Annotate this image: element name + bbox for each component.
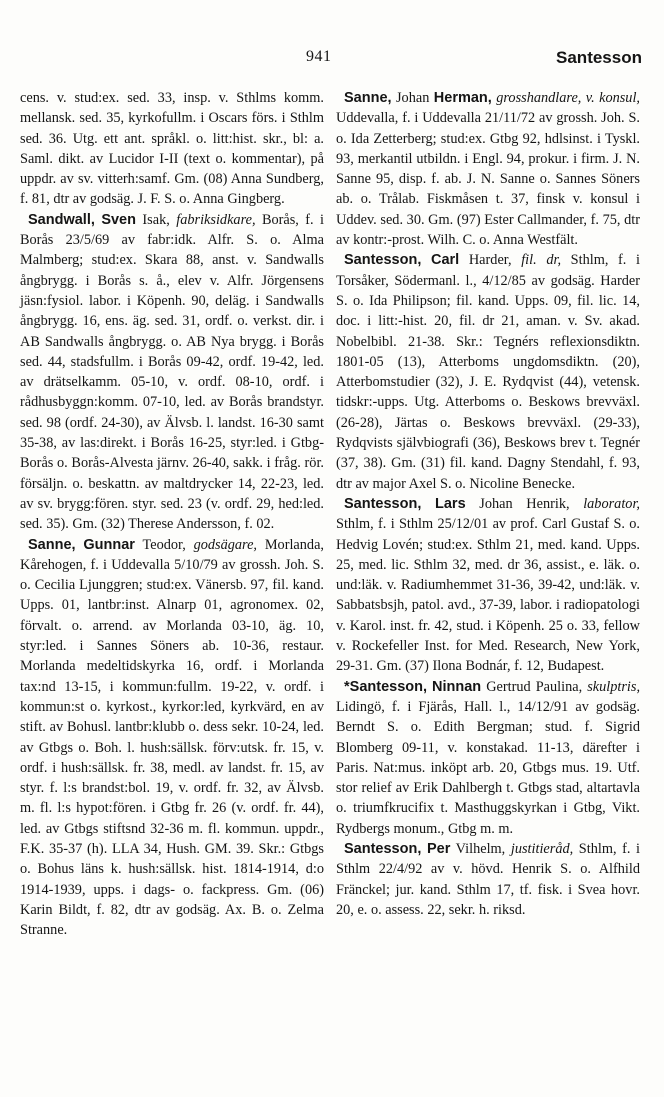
entry-santesson-ninnan	[336, 677, 640, 839]
entry-given-rest: Johan Henrik,	[479, 495, 570, 512]
entry-given-name: Lars	[435, 495, 466, 512]
entry-santesson-lars	[336, 494, 640, 677]
entry-title: laborator,	[583, 495, 640, 512]
entry-text: Uddevalla, f. i Uddevalla 21/11/72 av grossh. Joh. S. o. Ida Zetterberg; stud:ex. Gtbg 92, hdlsinst. i Tyskl. 93, merkantil utbildn. i Engl. 94, prokur. i firm. J. N. Sanne 95, disp. f. ab. J. N. Sanne o. Sannes Söners ab. o. Trålab. Fiskmåsen t. 37, finsk v. konsul i Uddev. sed. 30. Gm. (97) Ester Callmander, f. 75, dtr av kontr:-prost. Wilh. C. o. Anna Westfält.	[336, 110, 640, 249]
entry-continuation	[20, 88, 324, 210]
entry-surname: Sandwall,	[28, 211, 95, 228]
page-number: 941	[306, 48, 332, 65]
entry-text: Sthlm, f. i Sthlm 25/12/01 av prof. Carl Gustaf S. o. Hedvig Lovén; stud:ex. Sthlm 21, med. kand. Upps. 25, med. lic. Sthlm 32, med. dr 36, assist., e. läk. o. und:läk. v. Radiumhemmet 31-36, 39-42, und:läk. v. Sabbatsbsjh, patol. avd., 37-39, labor. i radiopatologi v. Karol. inst. fr. 42, stud. i Köpenh. 25 o. 33, fellow v. Rockefeller Inst. for Med. Research, New York, 29-31. Gm. (37) Ilona Bodnár, f. 12, Budapest.	[336, 516, 640, 675]
entry-sanne-herman	[336, 88, 640, 250]
entry-text: cens. v. stud:ex. sed. 33, insp. v. Sthlms komm. mellansk. sed. 35, kyrkofullm. i Oscars förs. i Sthlm sed. 36. Utg. ett ant. språkl. o. litt:hist. skr., bl: a. Saml. dikt. av Lucidor I-II (text o. kommentar), på uppdr. av sv. vitterh:samf. Gm. (08) Anna Sundberg, f. 81, dtr av godsäg. J. F. S. o. Anna Gingberg.	[20, 90, 324, 208]
entry-title: godsägare,	[193, 536, 258, 553]
entry-given-rest: Teodor,	[142, 536, 186, 553]
right-column	[336, 88, 640, 920]
entry-title: fil. dr,	[521, 252, 562, 269]
entry-surname: Santesson,	[344, 840, 422, 857]
entry-given-pre: Johan	[395, 90, 430, 106]
entry-title: fabriksidkare,	[176, 211, 256, 228]
entry-text: Morlanda, Kårehogen, f. i Uddevalla 5/10/79 av grossh. Joh. S. o. Cecilia Ljunggren; stud:ex. Vänersb. 97, fil. kand. Upps. 01, lantbr:inst. Alnarp 01, agronomex. 02, förvalt. o. arrend. av Morlanda 03-10, äg. 10, styr:led. i Sannes Söners ab. 10-36, restaur. Morlanda medeltidskyrka 16, ordf. i Morlanda tax:nd 13-15, i kommun:fullm. 19-22, v. ordf. i kommun:st o. kyrkost., kyrkor:led, kyrkvärd, en av stift. av Bohusl. lantbr:klubb o. dess sekr. 10-24, led. av Gtbgs o. Boh. l. hush:sällsk. förv:utsk. fr. 15, v. ordf. i hush:sällsk. fr. 38, medl. av landst. fr. 15, av styr. f. l:s brandst:bol. 19, v. ordf. fr. 32, av Älvsb. m. fl. l:s hypot:fören. i Gtbg fr. 26 (v. ordf. fr. 44), led. av Gtbgs stiftsnd 32-36 m. fl. kommun. uppdr., F.K. 35-37 (h). LLA 34, Hush. GM. 39. Skr.: Gtbgs o. Bohus läns k. hush:sällsk. hist. 1814-1914, d:o 1914-1939, upps. i dags- o. fackpress. Gm. (06) Karin Bildt, f. 82, dtr av godsäg. Ax. B. o. Zelma Stranne.	[20, 536, 324, 939]
entry-surname: *Santesson,	[344, 678, 427, 695]
entry-surname: Sanne,	[28, 536, 76, 553]
entry-given-name: Sven	[101, 211, 136, 228]
entry-surname: Santesson,	[344, 495, 422, 512]
entry-santesson-per	[336, 839, 640, 920]
entry-sanne-gunnar	[20, 535, 324, 941]
entry-given-name: Gunnar	[83, 536, 135, 553]
left-column	[20, 88, 324, 940]
entry-text: Lidingö, f. i Fjärås, Hall. l., 14/12/91 av godsäg. Berndt S. o. Edith Bergman; stud. f. Sigrid Blomberg 09-11, v. konstakad. 11-13, därefter i Paris. Nat:mus. inköpt arb. 20, Gtbgs mus. 19. Utf. stor relief av Erik Dahlbergh t. Gtbgs stad, altartavla o. triumfkrucifix t. Masthuggskyrkan i Gtbg, Vikt. Rydbergs monum., Gtbg m. m.	[336, 698, 640, 837]
entry-title: justitieråd,	[510, 840, 574, 857]
entry-given-name: Per	[426, 840, 451, 857]
entry-text: Sthlm, f. i Torsåker, Södermanl. l., 4/12/85 av godsäg. Harder S. o. Ida Philipson; fil. kand. Upps. 09, fil. lic. 14, doc. i litt:-hist. 20, fil. dr 21, aman. v. Sv. akad. Nobelbibl. 21-38. Skr.: Tegnérs reflexionsdiktn. 1801-05 (13), Atterboms ungdomsdiktn. (20), Atterbomstudier (32), J. E. Rydqvist (44), vetensk. tidskr:-upps. Utg. Atterboms o. Beskows brevväxl. (26-28), Järtas o. Beskows brevväxl. (29-33), Rydqvists självbiografi (36), Beskows brev t. Tegnér (37, 38). Gm. (31) fil. kand. Dagny Stendahl, f. 93, dtr av major Axel S. o. Nicoline Benecke.	[336, 252, 640, 492]
entry-given-rest: Gertrud Paulina,	[486, 678, 583, 695]
entry-given-name: Ninnan	[432, 678, 482, 695]
entry-santesson-carl	[336, 250, 640, 494]
entry-title: skulptris,	[587, 678, 641, 695]
entry-surname: Sanne,	[344, 90, 392, 106]
running-head: Santesson	[556, 48, 642, 67]
entry-text: Sthlm, f. i Sthlm 22/4/92 av v. hövd. Henrik S. o. Alfhild Fränckel; jur. kand. Sthlm 17, tf. fisk. i Svea hovr. 20, e. o. assess. 22, sekr. h. riksd.	[336, 840, 641, 918]
entry-given-rest: Isak,	[142, 211, 170, 228]
entry-text: Borås, f. i Borås 23/5/69 av fabr:idk. Alfr. S. o. Alma Malmberg; stud:ex. Skara 88, anst. v. Sandwalls ångbrygg. i Borås s. å., elev v. Alfr. Jörgensens jäsn:fysiol. labor. i Köpenh. 90, deläg. i Sandwalls ångbrygg. 16, ens. äg. sed. 31, ordf. o. verkst. dir. i AB Sandwalls ångbrygg. o. AB Nya brygg. i Borås sed. 44, stadsfullm. i Borås 09-42, ordf. 19-42, led. av drätselkamm. 05-10, v. ordf. 08-10, ordf. i rådhusbyggn:komm. 07-10, led. av Borås brandstyr. sed. 98 (ordf. 24-30), av Älvsb. l. landst. 16-30 samt 35-38, av las:direkt. i Borås 16-25, styr:led. i Gtbg-Borås o. Borås-Alvesta järnv. 26-40, sakk. i fråg. rör. försäljn. o. beskattn. av maltdrycker 14, 22-23, led. av sv. brygg:fören. styr. sed. 23 (v. ordf. 29, hed:led. sed. 35). Gm. (32) Therese Andersson, f. 02.	[20, 211, 325, 533]
entry-given-rest: Vilhelm,	[455, 840, 506, 857]
entry-sandwall-sven	[20, 210, 324, 535]
entry-given-rest: Harder,	[468, 252, 512, 269]
entry-title: grosshandlare, v. konsul,	[496, 90, 640, 106]
entry-given-name: Herman,	[433, 90, 492, 106]
entry-surname: Santesson,	[344, 252, 422, 269]
entry-given-name: Carl	[431, 252, 460, 269]
